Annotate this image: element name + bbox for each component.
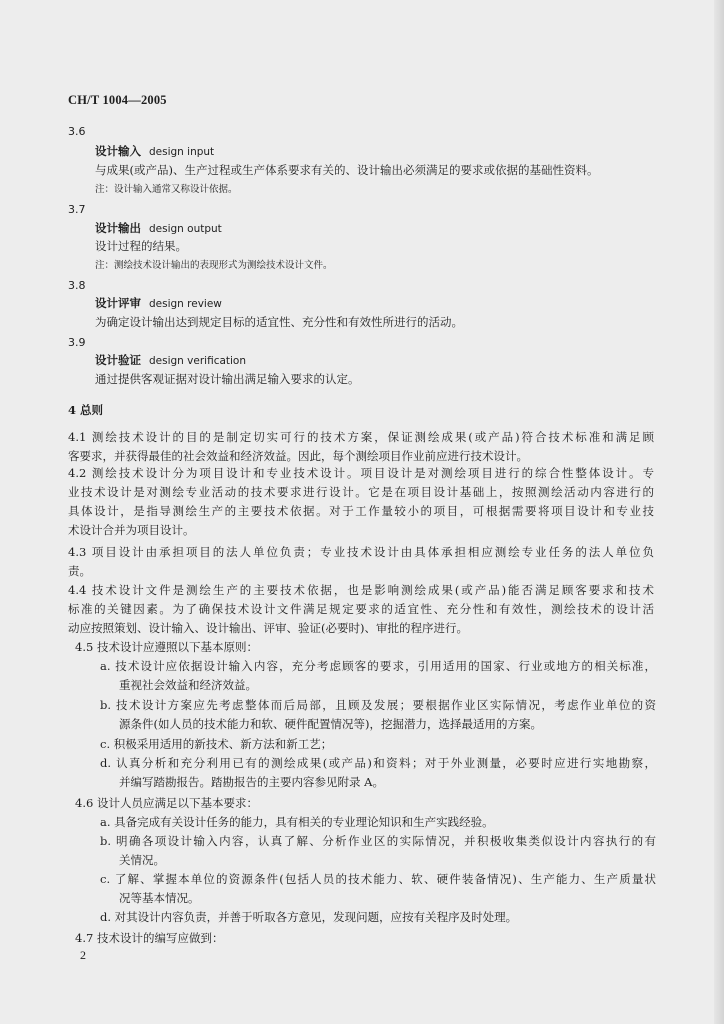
clause-4-1-line: 4.1 测绘技术设计的目的是制定切实可行的技术方案，保证测绘成果(或产品)符合技术标准和满足顾 <box>68 430 654 444</box>
term-en: design output <box>149 223 222 235</box>
page-edge-shadow <box>714 0 724 1024</box>
clause-4-6-item: c. 了解、掌握本单位的资源条件(包括人员的技术能力、软、硬件装备情况)、生产能力、生产质量状 <box>100 872 656 886</box>
clause-4-4-line: 4.4 技术设计文件是测绘生产的主要技术依据，也是影响测绘成果(或产品)能否满足顾客要求和技术 <box>68 583 654 597</box>
clause-4-6-line: 4.6 设计人员应满足以下基本要求： <box>75 796 258 810</box>
clause-number: 3.6 <box>68 125 86 138</box>
term-en: design input <box>149 146 215 158</box>
term-note: 注：测绘技术设计输出的表现形式为测绘技术设计文件。 <box>95 260 333 271</box>
clause-4-5-line: 4.5 技术设计应遵照以下基本原则： <box>75 640 258 654</box>
term-en: design verification <box>149 355 247 367</box>
term-zh: 设计评审 <box>95 296 141 310</box>
term-line <box>95 221 222 237</box>
term-note: 注：设计输入通常又称设计依据。 <box>95 184 238 195</box>
term-en: design review <box>149 298 222 310</box>
clause-4-6-item: 况等基本情况。 <box>119 891 200 905</box>
term-definition: 设计过程的结果。 <box>95 239 187 253</box>
clause-4-5-item: c. 积极采用适用的新技术、新方法和新工艺； <box>100 737 333 751</box>
clause-4-5-item: 源条件(如人员的技术能力和软、硬件配置情况等)，挖掘潜力，选择最适用的方案。 <box>119 717 542 731</box>
clause-4-6-item: 关情况。 <box>119 853 165 867</box>
clause-4-5-item: 重视社会效益和经济效益。 <box>119 678 257 692</box>
clause-number: 3.8 <box>68 279 86 292</box>
section-title: 4 总则 <box>68 403 104 417</box>
term-definition: 与成果(或产品)、生产过程或生产体系要求有关的、设计输出必须满足的要求或依据的基础性资料。 <box>95 163 599 177</box>
clause-4-5-item: a. 技术设计应依据设计输入内容，充分考虑顾客的要求，引用适用的国家、行业或地方的相关标准， <box>100 659 656 673</box>
clause-4-6-item: b. 明确各项设计输入内容，认真了解、分析作业区的实际情况，并积极收集类似设计内容执行的有 <box>100 834 656 848</box>
term-line <box>95 353 246 369</box>
term-zh: 设计验证 <box>95 353 141 367</box>
term-zh: 设计输出 <box>95 221 141 235</box>
clause-4-7-line: 4.7 技术设计的编写应做到： <box>75 931 224 945</box>
page-number: 2 <box>80 948 86 962</box>
clause-4-5-item: d. 认真分析和充分利用已有的测绘成果(或产品)和资料；对于外业测量，必要时应进行实地勘察， <box>100 756 656 770</box>
clause-4-5-item: b. 技术设计方案应先考虑整体而后局部，且顾及发展；要根据作业区实际情况，考虑作业单位的资 <box>100 698 656 712</box>
clause-4-2-line: 具体设计，是指导测绘生产的主要技术依据。对于工作量较小的项目，可根据需要将项目设计和专业技 <box>68 504 654 518</box>
clause-number: 3.9 <box>68 336 86 349</box>
clause-4-2-line: 业技术设计是对测绘专业活动的技术要求进行设计。它是在项目设计基础上，按照测绘活动内容进行的 <box>68 485 654 499</box>
clause-4-2-line: 4.2 测绘技术设计分为项目设计和专业技术设计。项目设计是对测绘项目进行的综合性整体设计。专 <box>68 466 654 480</box>
clause-4-6-item: a. 具备完成有关设计任务的能力，具有相关的专业理论知识和生产实践经验。 <box>100 815 494 829</box>
clause-4-4-line: 标准的关键因素。为了确保技术设计文件满足规定要求的适宜性、充分性和有效性，测绘技术的设计活 <box>68 602 654 616</box>
term-definition: 为确定设计输出达到规定目标的适宜性、充分性和有效性所进行的活动。 <box>95 315 463 329</box>
clause-4-3-line: 责。 <box>68 564 91 578</box>
term-definition: 通过提供客观证据对设计输出满足输入要求的认定。 <box>95 372 360 386</box>
term-zh: 设计输入 <box>95 144 141 158</box>
clause-4-3-line: 4.3 项目设计由承担项目的法人单位负责；专业技术设计由具体承担相应测绘专业任务的法人单位负 <box>68 545 654 559</box>
clause-4-5-item: 并编写踏勘报告。踏勘报告的主要内容参见附录 A。 <box>119 775 384 789</box>
clause-4-4-line: 动应按照策划、设计输入、设计输出、评审、验证(必要时)、审批的程序进行。 <box>68 621 468 635</box>
clause-4-1-line: 客要求，并获得最佳的社会效益和经济效益。因此，每个测绘项目作业前应进行技术设计。 <box>68 449 528 463</box>
term-line <box>95 144 214 160</box>
clause-4-6-item: d. 对其设计内容负责，并善于听取各方意见，发现问题，应按有关程序及时处理。 <box>100 910 518 924</box>
clause-number: 3.7 <box>68 203 86 216</box>
standard-header: CH/T 1004—2005 <box>68 93 167 107</box>
term-line <box>95 296 222 312</box>
clause-4-2-line: 术设计合并为项目设计。 <box>68 523 195 537</box>
